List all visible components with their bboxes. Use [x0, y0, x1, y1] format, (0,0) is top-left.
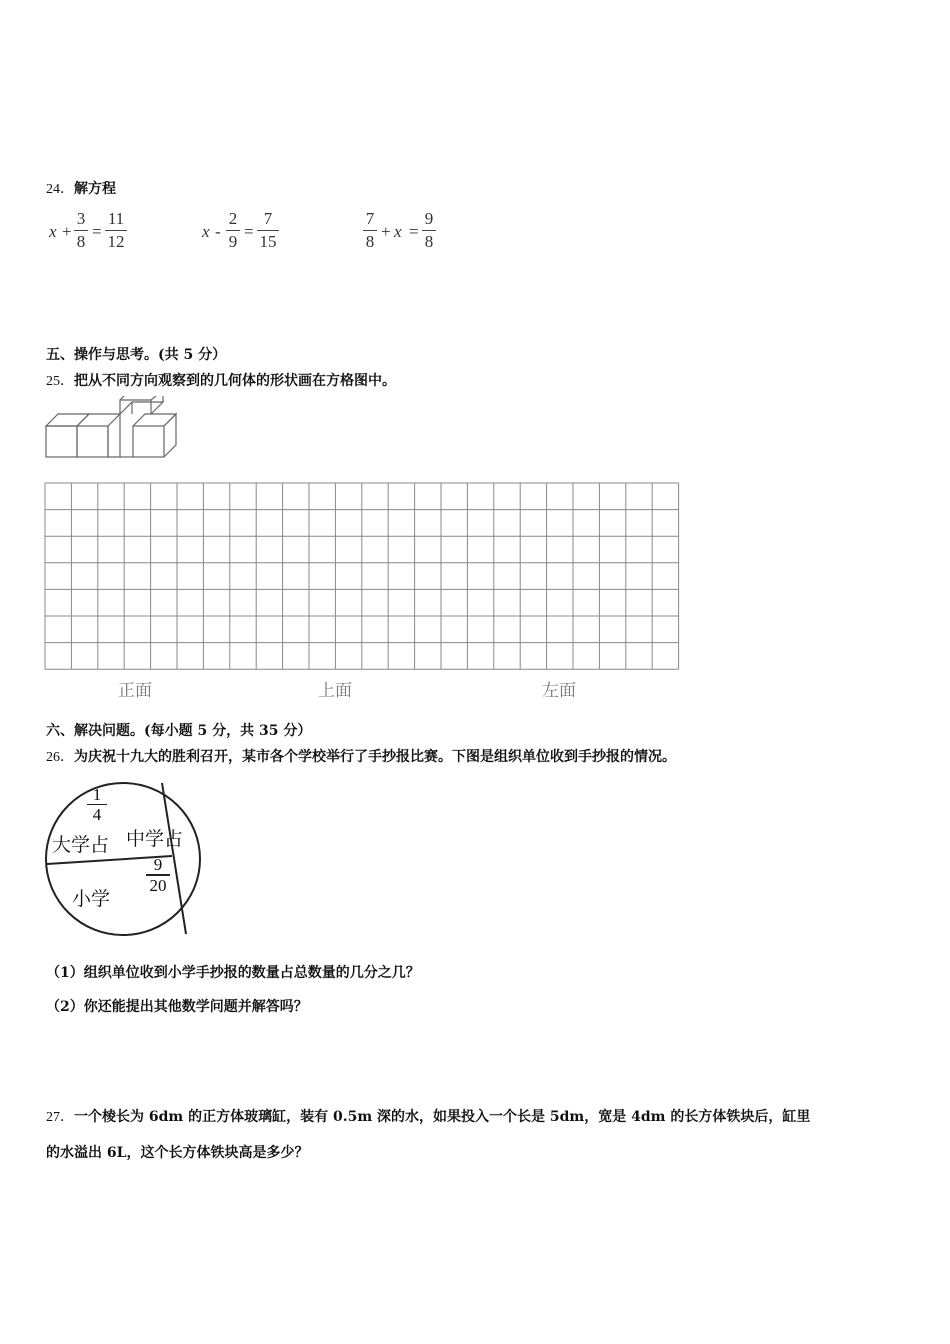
q27-line1: [46, 1106, 810, 1126]
q26-sub1: （1）组织单位收到小学手抄报的数量占总数量的几分之几？: [46, 965, 420, 981]
eq3-var: x: [394, 222, 402, 241]
eq3-fraction-b: [422, 209, 436, 252]
pie-label-university: 大学占: [52, 834, 110, 856]
eq3-b-num: 9: [424, 209, 434, 228]
eq2-fraction-a: [226, 209, 240, 252]
q27-text-1: 一个棱长为 6dm 的正方体玻璃缸，装有 0.5m 深的水，如果投入一个长是 5dm，宽是 4dm 的长方体铁块后，缸里: [74, 1109, 811, 1125]
eq1-op: +: [62, 222, 72, 241]
eq1-fraction-a: [74, 209, 88, 252]
eq1-b-den: 12: [107, 232, 125, 251]
eq2-fraction-b: [257, 209, 279, 252]
eq2-a-num: 2: [228, 209, 238, 228]
eq1-b-num: 11: [107, 209, 125, 228]
eq2-op: -: [215, 222, 221, 241]
eq2-eq: =: [244, 222, 254, 241]
eq2-a-den: 9: [228, 232, 238, 251]
grid-label-left: 左面: [542, 681, 576, 701]
eq1-eq: =: [92, 222, 102, 241]
drawing-grid: [44, 482, 684, 672]
cube-front-1: [46, 426, 77, 457]
eq2-var: x: [202, 222, 210, 241]
eq3-op: +: [381, 222, 391, 241]
section-5-title: 五、操作与思考。(共 5 分）: [46, 347, 227, 363]
equation-2: [199, 206, 299, 258]
q26-heading: [46, 746, 676, 766]
section-6-title: 六、解决问题。(每小题 5 分，共 35 分）: [46, 723, 312, 739]
eq1-a-den: 8: [76, 232, 86, 251]
grid-label-top: 上面: [318, 681, 352, 701]
pie-frac-middle-den: 20: [149, 875, 167, 895]
pie-frac-university-num: 1: [92, 785, 102, 804]
pie-frac-middle: [144, 856, 172, 894]
eq3-a-num: 7: [365, 209, 375, 228]
cube-front-2: [77, 426, 108, 457]
pie-frac-middle-num: 9: [153, 855, 163, 874]
q25-heading: [46, 370, 396, 390]
eq1-a-num: 3: [76, 209, 86, 228]
q26-number: 26．: [46, 750, 74, 765]
eq2-b-num: 7: [263, 209, 273, 228]
q25-number: 25．: [46, 374, 74, 389]
q26-sub2: （2）你还能提出其他数学问题并解答吗？: [46, 999, 308, 1015]
q25-text: 把从不同方向观察到的几何体的形状画在方格图中。: [74, 373, 396, 389]
eq3-fraction-a: [363, 209, 377, 252]
q24-heading: [46, 178, 116, 198]
eq1-fraction-b: [105, 209, 127, 252]
eq3-b-den: 8: [424, 232, 434, 251]
pie-frac-university-den: 4: [92, 805, 102, 824]
pie-frac-university: [85, 786, 109, 823]
eq1-var: x: [49, 222, 57, 241]
pie-label-primary: 小学: [72, 888, 111, 910]
eq3-a-den: 8: [365, 232, 375, 251]
eq2-b-den: 15: [259, 232, 277, 251]
q27-number: 27．: [46, 1110, 74, 1125]
q24-number: 24．: [46, 182, 74, 197]
pie-label-middle: 中学占: [126, 828, 184, 850]
equation-1: [46, 206, 146, 258]
q24-title: 解方程: [74, 181, 116, 197]
cube-front-4: [133, 426, 164, 457]
q26-text: 为庆祝十九大的胜利召开，某市各个学校举行了手抄报比赛。下图是组织单位收到手抄报的情况。: [74, 749, 676, 765]
q27-line2: 的水溢出 6L，这个长方体铁块高是多少？: [46, 1145, 309, 1161]
cube-solid-figure: [44, 396, 184, 462]
pie-chart: [44, 780, 204, 940]
grid-label-front: 正面: [118, 681, 152, 701]
equation-3: [361, 206, 461, 258]
eq3-eq: =: [409, 222, 419, 241]
